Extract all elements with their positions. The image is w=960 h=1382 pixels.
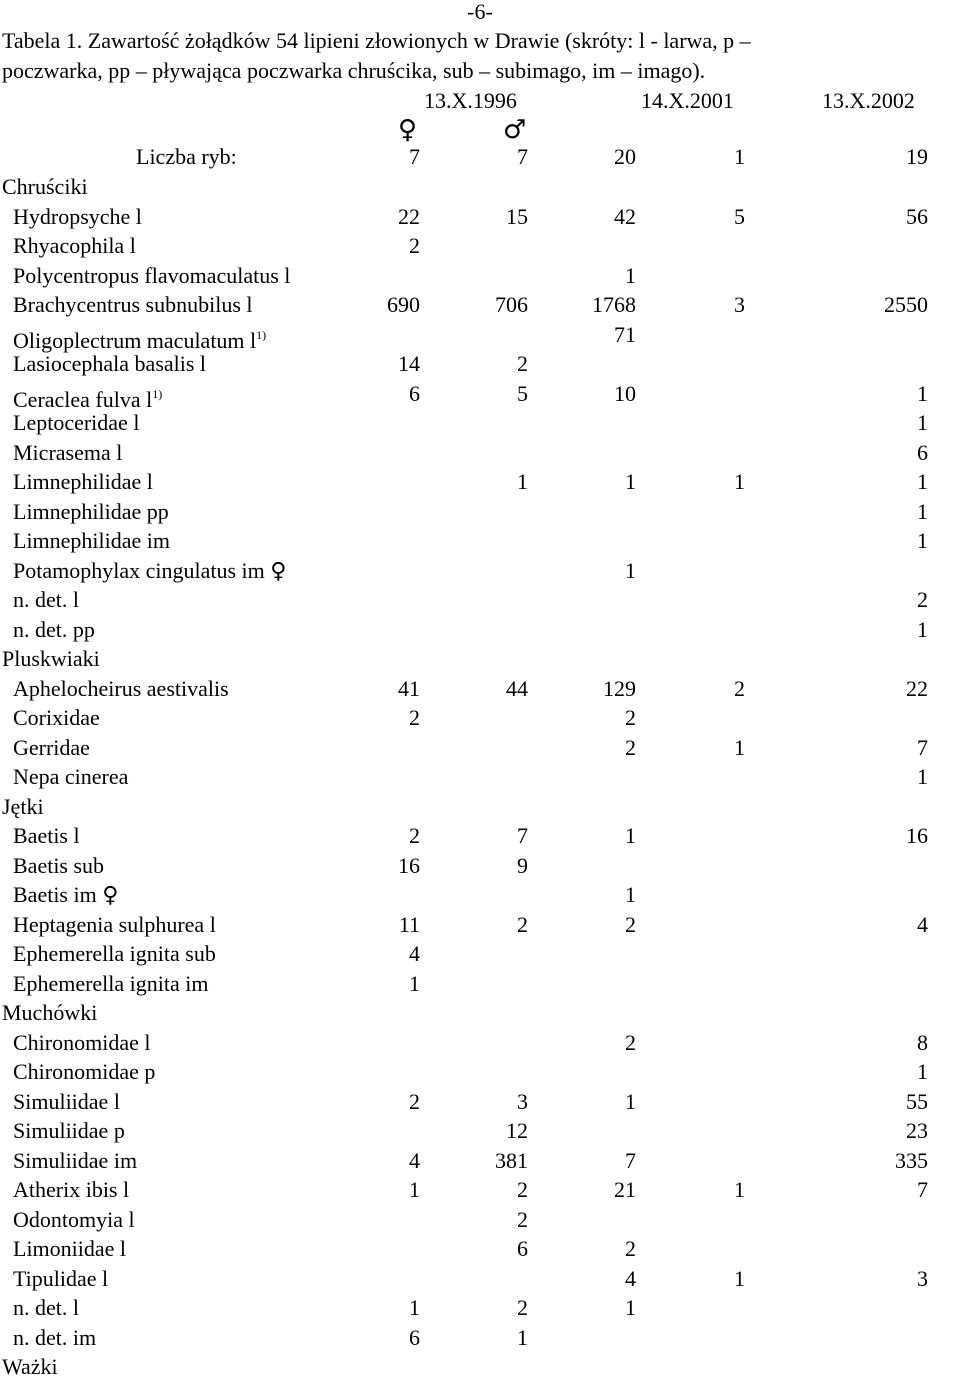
taxon-name-text: Corixidae [13,705,100,730]
count-cell: 22 [906,675,928,701]
count-cell: 2 [409,233,420,258]
taxon-name [13,1293,79,1323]
count-cell: 1 [625,1088,636,1114]
count-cell: 2 [517,351,528,376]
taxon-name-text: Baetis im [13,882,97,907]
count-cell: 7 [917,1177,928,1202]
count-cell: 1 [625,469,636,494]
taxon-name [13,1116,125,1146]
taxon-name [13,615,95,645]
taxon-name-text: n. det. im [13,1324,97,1350]
taxon-name [13,910,216,940]
count-cell: 1 [409,1177,420,1202]
fish-count-cell: 19 [906,144,928,169]
count-cell: 1 [625,882,636,907]
taxon-name-text: Leptoceridae l [13,410,140,435]
taxon-name [13,851,104,881]
page-number: -6- [467,0,493,24]
table-row [0,320,960,353]
taxon-name-text: Atherix ibis l [13,1177,130,1202]
count-cell: 22 [398,203,420,229]
taxon-name [13,556,286,587]
count-cell: 2550 [884,292,928,317]
taxon-name [13,1234,126,1264]
fish-count-cell: 20 [614,144,636,169]
category-label: Pluskwiaki [2,646,100,671]
category-row [0,998,960,1028]
count-cell: 10 [614,380,636,406]
taxon-name-text: Chironomidae p [13,1059,156,1084]
taxon-name [13,408,139,438]
count-cell: 1 [917,528,928,553]
table-row [0,703,960,733]
count-cell: 14 [398,351,420,376]
taxon-name-text: Limnephilidae l [13,469,153,494]
count-cell: 1 [734,1265,745,1291]
taxon-name-text: Micrasema l [13,439,123,465]
taxon-name [13,1028,150,1058]
date-1996: 13.X.1996 [424,88,517,113]
taxon-name-text: Limnephilidae im [13,528,171,553]
taxon-name [13,733,90,763]
taxon-name-text: Ephemerella ignita sub [13,941,216,966]
count-cell: 706 [495,292,528,317]
count-cell: 44 [506,675,528,701]
table-row [0,762,960,792]
date-2001: 14.X.2001 [641,88,734,113]
female-symbol: ♀ [398,115,418,145]
taxon-name-text: Chironomidae l [13,1029,151,1055]
taxon-name-text: Simuliidae p [13,1118,125,1143]
count-cell: 12 [506,1118,528,1143]
table-row [0,880,960,910]
category-label: Ważki [2,1354,58,1379]
taxon-name-text: Ceraclea fulva l [13,386,153,412]
taxon-name [13,1146,137,1176]
taxon-name-text: Nepa cinerea [13,764,129,789]
count-cell: 1 [734,469,745,494]
count-cell: 2 [625,1029,636,1055]
count-cell: 381 [495,1147,528,1173]
count-cell: 1 [625,557,636,583]
count-cell: 1 [625,262,636,288]
category-row [0,172,960,202]
count-cell: 41 [398,675,420,701]
count-cell: 16 [906,823,928,848]
table-row [0,969,960,999]
taxon-name-text: Oligoplectrum maculatum l [13,327,257,353]
taxon-name-text: n. det. l [13,587,79,612]
taxon-name-text: Potamophylax cingulatus im [13,557,265,583]
count-cell: 6 [409,380,420,406]
taxon-name-text: Aphelocheirus aestivalis [13,675,229,701]
count-cell: 690 [387,292,420,317]
taxon-name [13,526,170,556]
count-cell: 2 [625,734,636,760]
female-symbol: ♀ [270,558,287,584]
taxon-name [13,349,206,379]
taxon-name-text: Hydropsyche l [13,203,142,229]
taxon-name [13,762,128,792]
date-2002: 13.X.2002 [822,88,915,113]
taxon-name [13,969,209,999]
count-cell: 1 [409,970,420,996]
count-cell: 4 [409,941,420,966]
table-row [0,1323,960,1353]
table-row [0,261,960,291]
table-row [0,674,960,704]
count-cell: 1 [625,1295,636,1320]
count-cell: 1 [917,1059,928,1084]
taxon-name-text: Baetis sub [13,852,105,878]
count-cell: 4 [409,1147,420,1173]
category-label: Jętki [2,793,44,819]
count-cell: 2 [917,587,928,612]
table-row [0,1087,960,1117]
count-cell: 2 [409,823,420,848]
taxon-name [13,880,118,911]
count-cell: 6 [917,439,928,465]
taxon-name-text: Rhyacophila l [13,233,136,258]
table-row [0,1028,960,1058]
table-row [0,526,960,556]
count-cell: 23 [906,1118,928,1143]
male-symbol: ♂ [503,115,527,145]
count-cell: 1 [517,469,528,494]
taxon-name [13,674,229,704]
taxon-name [13,1175,129,1205]
table-row [0,379,960,412]
taxon-name-text: Polycentropus flavomaculatus l [13,262,291,288]
table-row [0,939,960,969]
count-cell: 55 [906,1088,928,1114]
taxon-name [13,1264,108,1294]
taxon-name [13,703,100,733]
taxon-name [13,467,153,497]
table-row [0,349,960,379]
table-row [0,438,960,468]
taxon-name-text: n. det. pp [13,616,95,642]
taxon-name [13,1323,96,1353]
table-row [0,615,960,645]
table-row [0,408,960,438]
count-cell: 2 [625,1236,636,1261]
taxon-name-text: Tipulidae l [13,1265,109,1291]
table-row [0,497,960,527]
table-caption-line-1: Tabela 1. Zawartość żołądków 54 lipieni złowionych w Drawie (skróty: l - larwa, p – [2,28,751,53]
count-cell: 2 [409,1088,420,1114]
table-row [0,1116,960,1146]
taxon-name-text: Simuliidae l [13,1088,120,1114]
count-cell: 1 [917,380,928,406]
count-cell: 2 [625,911,636,937]
table-caption-line-2: poczwarka, pp – pływająca poczwarka chruścika, sub – subimago, im – imago). [2,58,706,83]
taxon-name-text: Heptagenia sulphurea l [13,911,216,937]
count-cell: 3 [917,1265,928,1291]
taxon-name [13,231,136,261]
count-cell: 71 [614,321,636,347]
taxon-name-text: n. det. l [13,1295,79,1320]
count-cell: 1 [917,498,928,524]
count-cell: 1 [917,764,928,789]
taxon-name-text: Limoniidae l [13,1236,127,1261]
count-cell: 4 [625,1265,636,1291]
table-row [0,1146,960,1176]
table-row [0,585,960,615]
taxon-name [13,438,122,468]
count-cell: 1768 [592,292,636,317]
count-cell: 16 [398,852,420,878]
count-cell: 1 [734,734,745,760]
taxon-name [13,497,169,527]
fish-count-cell: 1 [734,144,745,169]
category-label: Chruściki [2,174,88,199]
table-row [0,1264,960,1294]
category-row [0,792,960,822]
count-cell: 129 [603,675,636,701]
table-row [0,733,960,763]
fish-count-cell: 7 [409,144,420,169]
count-cell: 7 [625,1147,636,1173]
taxon-name [13,290,253,320]
taxon-name-text: Ephemerella ignita im [13,970,209,996]
taxon-name [13,821,80,851]
count-cell: 1 [409,1295,420,1320]
count-cell: 7 [517,823,528,848]
taxon-name-text: Simuliidae im [13,1147,138,1173]
count-cell: 1 [917,616,928,642]
table-row [0,1293,960,1323]
footnote-marker: 1) [256,327,267,342]
table-row [0,556,960,586]
taxon-name-text: Limnephilidae pp [13,498,169,524]
count-cell: 2 [517,1177,528,1202]
count-cell: 1 [625,823,636,848]
count-cell: 2 [409,705,420,730]
count-cell: 2 [517,1295,528,1320]
female-symbol: ♀ [102,883,119,908]
table-row [0,467,960,497]
table-row [0,1175,960,1205]
fish-count-cell: 7 [517,144,528,169]
taxon-name [13,585,79,615]
taxon-name [13,1205,135,1235]
count-cell: 2 [734,675,745,701]
count-cell: 42 [614,203,636,229]
taxon-name-text: Lasiocephala basalis l [13,351,207,376]
fish-count-label: Liczba ryb: [136,144,237,169]
count-cell: 1 [517,1324,528,1350]
table-row [0,1205,960,1235]
taxon-name-text: Gerridae [13,734,90,760]
category-row [0,1352,960,1382]
fish-count-row [0,142,960,172]
count-cell: 2 [625,705,636,730]
count-cell: 21 [614,1177,636,1202]
table-row [0,821,960,851]
count-cell: 7 [917,734,928,760]
count-cell: 6 [517,1236,528,1261]
taxon-name-text: Odontomyia l [13,1206,135,1232]
count-cell: 9 [517,852,528,878]
table-row [0,851,960,881]
count-cell: 56 [906,203,928,229]
count-cell: 1 [917,410,928,435]
count-cell: 3 [734,292,745,317]
table-row [0,231,960,261]
taxon-name [13,939,216,969]
count-cell: 11 [398,911,420,937]
taxon-name-text: Brachycentrus subnubilus l [13,292,253,317]
table-row [0,910,960,940]
category-label: Muchówki [2,1000,98,1025]
taxon-name-text: Baetis l [13,823,80,848]
count-cell: 15 [506,203,528,229]
table-row [0,1057,960,1087]
taxon-name [13,261,290,291]
stomach-contents-table [0,172,960,1382]
count-cell: 2 [517,911,528,937]
count-cell: 5 [517,380,528,406]
count-cell: 5 [734,203,745,229]
table-row [0,202,960,232]
footnote-marker: 1) [152,386,163,401]
taxon-name [13,1057,155,1087]
count-cell: 3 [517,1088,528,1114]
count-cell: 1 [734,1177,745,1202]
count-cell: 1 [917,469,928,494]
taxon-name [13,202,142,232]
table-row [0,290,960,320]
table-row [0,1234,960,1264]
category-row [0,644,960,674]
count-cell: 335 [895,1147,928,1173]
count-cell: 6 [409,1324,420,1350]
count-cell: 2 [517,1206,528,1232]
count-cell: 4 [917,911,928,937]
count-cell: 8 [917,1029,928,1055]
taxon-name [13,1087,120,1117]
